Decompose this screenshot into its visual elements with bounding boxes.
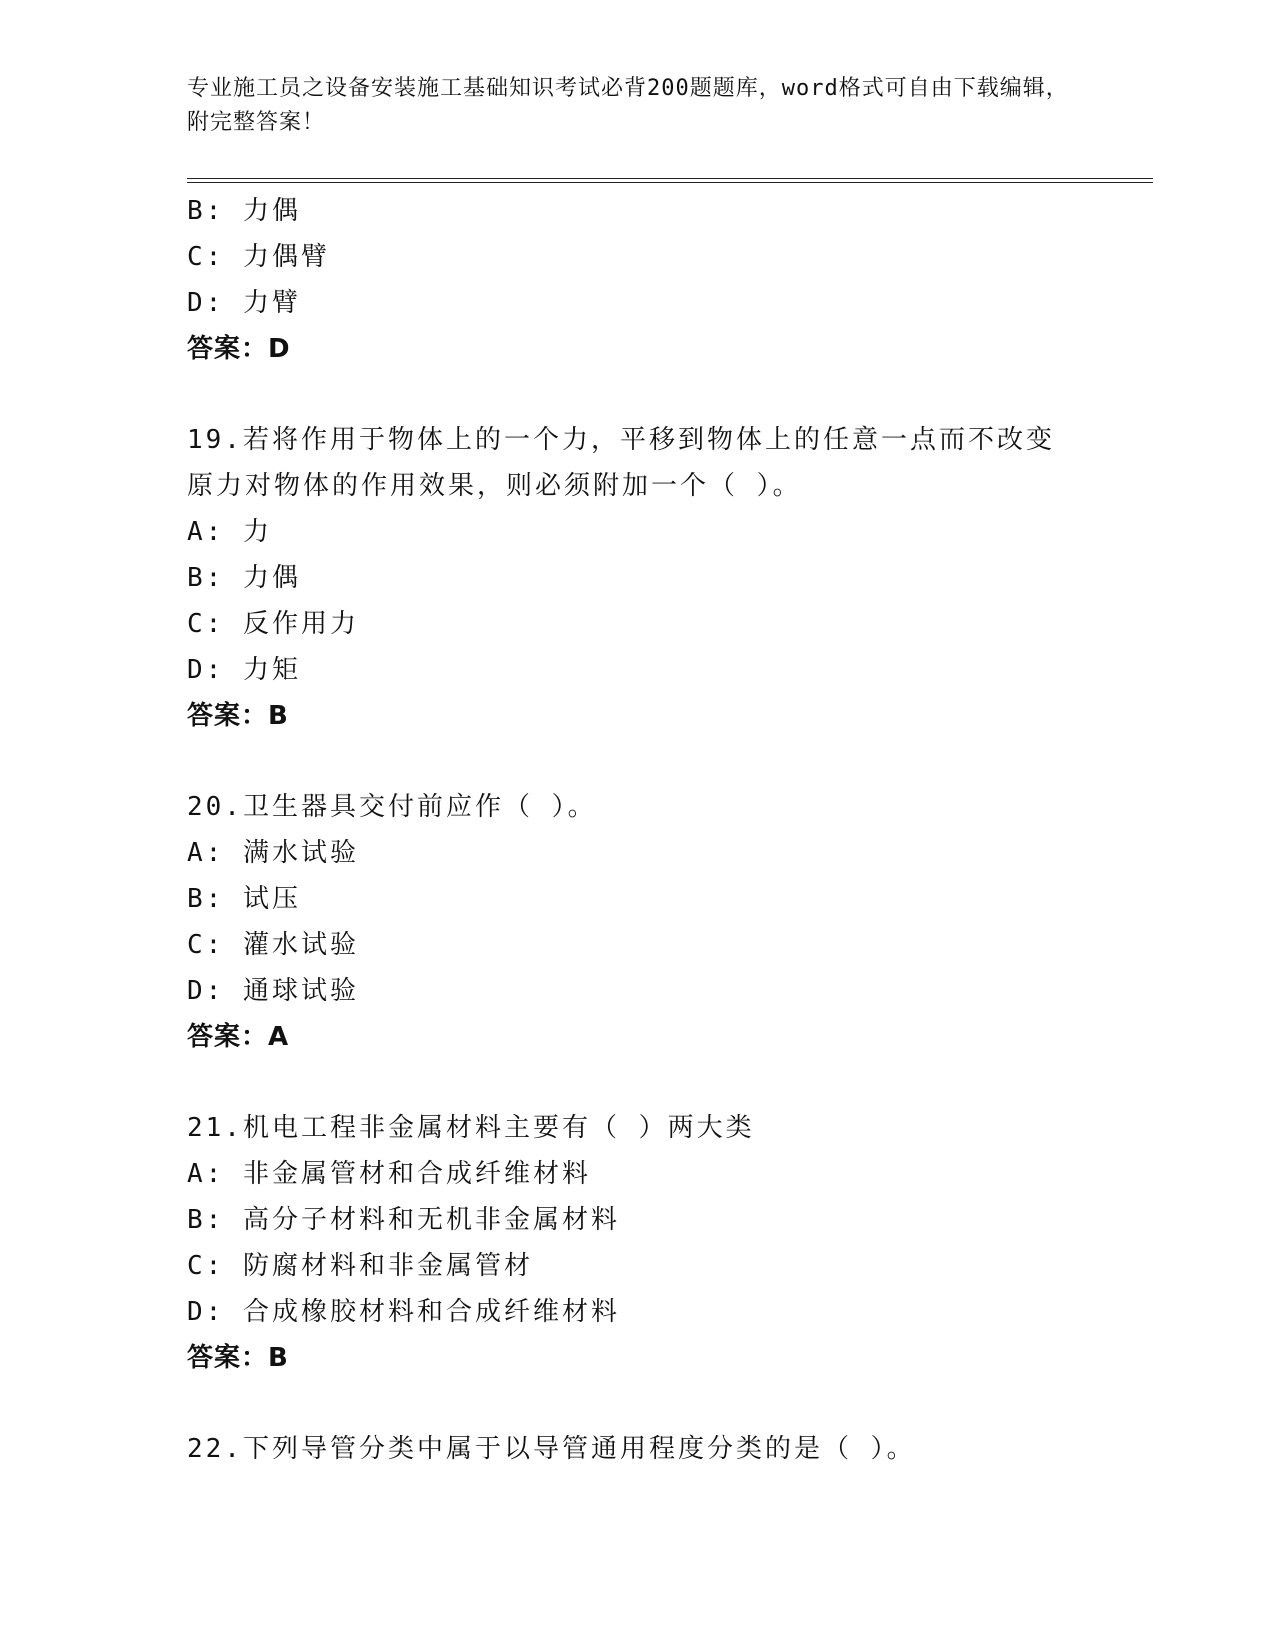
question-block-18 xyxy=(187,188,1087,372)
option-a: A: 力 xyxy=(187,517,272,547)
question-text: 20.卫生器具交付前应作（ ）。 xyxy=(187,792,597,822)
header-rule-bottom xyxy=(187,182,1153,183)
document-body xyxy=(187,188,1087,1472)
option-d: D: 合成橡胶材料和合成纤维材料 xyxy=(187,1297,620,1327)
answer-line: 答案：D xyxy=(187,334,291,364)
question-block-20 xyxy=(187,784,1087,1060)
option-c: C: 力偶臂 xyxy=(187,242,330,272)
option-b: B: 高分子材料和无机非金属材料 xyxy=(187,1205,620,1235)
option-d: D: 通球试验 xyxy=(187,976,359,1006)
option-c: C: 反作用力 xyxy=(187,609,359,639)
answer-line: 答案：B xyxy=(187,701,289,731)
option-d: D: 力矩 xyxy=(187,655,301,685)
option-c: C: 防腐材料和非金属管材 xyxy=(187,1251,533,1281)
document-header xyxy=(187,72,1087,140)
spacer xyxy=(187,1381,1087,1426)
option-a: A: 非金属管材和合成纤维材料 xyxy=(187,1159,591,1189)
answer-line: 答案：B xyxy=(187,1343,289,1373)
question-text: 21.机电工程非金属材料主要有（ ）两大类 xyxy=(187,1113,755,1143)
answer-line: 答案：A xyxy=(187,1022,290,1052)
question-block-22 xyxy=(187,1426,1087,1472)
option-d: D: 力臂 xyxy=(187,288,301,318)
question-text: 22.下列导管分类中属于以导管通用程度分类的是（ ）。 xyxy=(187,1434,916,1464)
option-b: B: 试压 xyxy=(187,884,301,914)
document-title: 专业施工员之设备安装施工基础知识考试必背200题题库，word格式可自由下载编辑，附完整答案！ xyxy=(187,76,1069,135)
option-a: A: 满水试验 xyxy=(187,838,359,868)
option-b: B: 力偶 xyxy=(187,196,301,226)
spacer xyxy=(187,372,1087,417)
option-c: C: 灌水试验 xyxy=(187,930,359,960)
question-text: 19.若将作用于物体上的一个力，平移到物体上的任意一点而不改变原力对物体的作用效果，则必须附加一个（ ）。 xyxy=(187,425,1055,501)
spacer xyxy=(187,739,1087,784)
header-rule-top xyxy=(187,178,1153,179)
question-block-21 xyxy=(187,1105,1087,1381)
spacer xyxy=(187,1060,1087,1105)
question-block-19 xyxy=(187,417,1087,739)
option-b: B: 力偶 xyxy=(187,563,301,593)
